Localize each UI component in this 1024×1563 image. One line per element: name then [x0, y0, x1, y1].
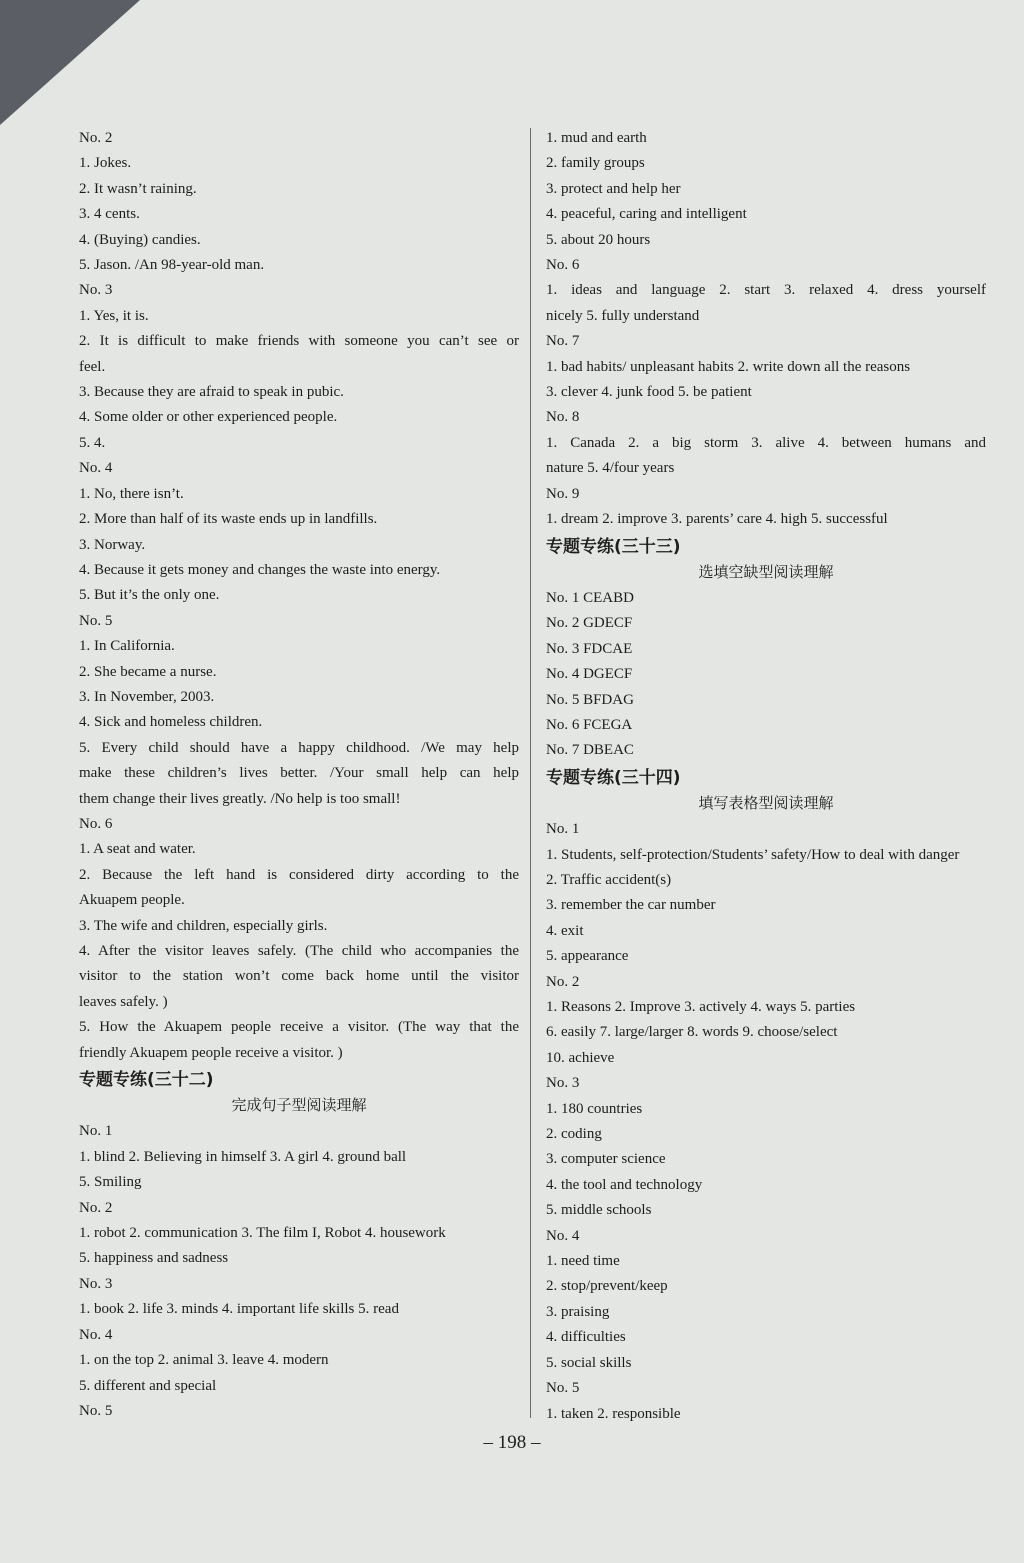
answer-line: Akuapem people.: [79, 892, 185, 909]
answer-line: 2. More than half of its waste ends up in landfills.: [79, 511, 378, 528]
answer-line: No. 3 FDCAE: [546, 640, 633, 657]
answer-line: 5. about 20 hours: [546, 231, 651, 248]
answer-line: No. 5 BFDAG: [546, 691, 634, 708]
answer-line: 5. different and special: [79, 1377, 217, 1394]
answer-line: friendly Akuapem people receive a visitor. ): [79, 1044, 343, 1061]
question-number: No. 3: [79, 282, 113, 299]
answer-line: 3. The wife and children, especially girls.: [79, 917, 328, 934]
scan-corner-shadow: [0, 0, 140, 125]
answer-line: No. 4 DGECF: [546, 666, 633, 683]
answer-line: 1. robot 2. communication 3. The film I, Robot 4. housework: [79, 1225, 446, 1242]
question-number: No. 3: [79, 1275, 113, 1292]
question-number: No. 9: [546, 485, 580, 502]
answer-line: No. 6 FCEGA: [546, 716, 633, 733]
answer-line: make these children’s lives better. /Your small help can help: [79, 765, 519, 782]
answer-line: 2. Because the left hand is considered dirty according to the: [79, 866, 519, 883]
answer-line: 3. 4 cents.: [79, 206, 140, 223]
answer-line: 5. Every child should have a happy childhood. /We may help: [79, 739, 519, 756]
answer-line: 2. It is difficult to make friends with someone you can’t see or: [79, 333, 519, 350]
answer-line: 3. In November, 2003.: [79, 688, 215, 705]
answer-line: 1. A seat and water.: [79, 841, 196, 858]
answer-line: 5. Smiling: [79, 1174, 142, 1191]
section-heading: 专题专练(三十四): [546, 767, 681, 788]
answer-line: 5. But it’s the only one.: [79, 587, 220, 604]
answer-line: 1. No, there isn’t.: [79, 485, 184, 502]
answer-line: 4. After the visitor leaves safely. (The child who accompanies the: [79, 943, 519, 959]
question-number: No. 2: [546, 973, 580, 990]
answer-line: 5. middle schools: [546, 1202, 652, 1219]
answer-line: 3. clever 4. junk food 5. be patient: [546, 384, 752, 401]
left-column: [79, 126, 519, 1424]
answer-line: 3. Norway.: [79, 536, 146, 553]
section-subtitle: 选填空缺型阅读理解: [698, 564, 834, 581]
answer-line: 5. social skills: [546, 1354, 632, 1371]
answer-line: 5. 4.: [79, 434, 106, 451]
question-number: No. 2: [79, 1199, 113, 1216]
answer-line: them change their lives greatly. /No help is too small!: [79, 790, 401, 807]
answer-line: 5. Jason. /An 98-year-old man.: [79, 257, 265, 274]
answer-line: 1. Reasons 2. Improve 3. actively 4. ways 5. parties: [546, 999, 856, 1015]
answer-line: 1. on the top 2. animal 3. leave 4. modern: [79, 1352, 329, 1369]
page-number: – 198 –: [483, 1432, 541, 1453]
answer-line: 4. Because it gets money and changes the waste into energy.: [79, 561, 441, 578]
answer-line: 3. Because they are afraid to speak in pubic.: [79, 384, 344, 401]
answer-line: nature 5. 4/four years: [546, 460, 675, 477]
answer-line: 1. Students, self-protection/Students’ safety/How to deal with danger: [546, 846, 960, 863]
answer-line: 1. Yes, it is.: [79, 307, 149, 324]
answer-line: No. 2 GDECF: [546, 615, 633, 632]
answer-line: 4. (Buying) candies.: [79, 231, 201, 248]
section-subtitle: 完成句子型阅读理解: [231, 1098, 367, 1115]
question-number: No. 8: [546, 409, 580, 426]
answer-line: 3. protect and help her: [546, 180, 681, 197]
answer-line: 1. blind 2. Believing in himself 3. A girl 4. ground ball: [79, 1148, 407, 1165]
question-number: No. 4: [79, 1326, 113, 1343]
answer-line: 1. ideas and language 2. start 3. relaxed 4. dress yourself: [546, 282, 986, 299]
question-number: No. 7: [546, 333, 580, 350]
answer-line: 6. easily 7. large/larger 8. words 9. choose/select: [546, 1024, 838, 1041]
answer-line: 3. computer science: [546, 1151, 666, 1168]
question-number: No. 1: [79, 1123, 113, 1140]
section-heading: 专题专练(三十二): [79, 1070, 214, 1091]
answer-line: 1. Jokes.: [79, 155, 132, 172]
answer-line: 1. 180 countries: [546, 1100, 643, 1117]
answer-line: 4. Sick and homeless children.: [79, 714, 263, 731]
answer-line: 1. In California.: [79, 638, 175, 655]
answer-line: visitor to the station won’t come back home until the visitor: [79, 968, 519, 985]
answer-line: 4. difficulties: [546, 1329, 626, 1346]
question-number: No. 4: [79, 460, 113, 477]
answer-line: 3. praising: [546, 1303, 610, 1320]
question-number: No. 1: [546, 821, 580, 838]
answer-line: 1. mud and earth: [546, 130, 647, 146]
question-number: No. 5: [546, 1380, 580, 1397]
right-column: [546, 126, 986, 1427]
section-heading: 专题专练(三十三): [546, 536, 681, 557]
answer-line: No. 1 CEABD: [546, 589, 634, 606]
answer-line: 1. book 2. life 3. minds 4. important life skills 5. read: [79, 1301, 399, 1318]
answer-line: 2. Traffic accident(s): [546, 871, 672, 888]
answer-line: 2. She became a nurse.: [79, 663, 217, 680]
answer-line: 1. Canada 2. a big storm 3. alive 4. between humans and: [546, 434, 986, 451]
answer-line: 2. family groups: [546, 155, 645, 172]
answer-line: 1. bad habits/ unpleasant habits 2. write down all the reasons: [546, 358, 911, 375]
answer-line: 2. coding: [546, 1126, 602, 1143]
answer-line: leaves safely. ): [79, 993, 168, 1010]
answer-line: 1. taken 2. responsible: [546, 1405, 681, 1422]
question-number: No. 6: [546, 257, 580, 274]
answer-line: 2. It wasn’t raining.: [79, 180, 197, 197]
answer-line: 4. Some older or other experienced people.: [79, 409, 338, 426]
section-subtitle: 填写表格型阅读理解: [698, 795, 834, 812]
answer-line: 2. stop/prevent/keep: [546, 1278, 668, 1295]
question-number: No. 4: [546, 1227, 580, 1244]
question-number: No. 6: [79, 815, 113, 832]
answer-line: nicely 5. fully understand: [546, 307, 700, 324]
question-number: No. 3: [546, 1075, 580, 1092]
answer-line: 3. remember the car number: [546, 897, 716, 914]
answer-line: No. 7 DBEAC: [546, 742, 634, 759]
answer-line: 1. dream 2. improve 3. parents’ care 4. high 5. successful: [546, 511, 888, 528]
answer-line: 4. exit: [546, 922, 584, 939]
answer-line: 5. How the Akuapem people receive a visitor. (The way that the: [79, 1019, 519, 1036]
answer-line: 1. need time: [546, 1253, 620, 1270]
question-number: No. 5: [79, 1402, 113, 1419]
column-divider: [530, 128, 531, 1418]
question-number: No. 5: [79, 612, 113, 629]
answer-line: 10. achieve: [546, 1049, 615, 1066]
answer-line: 4. the tool and technology: [546, 1176, 703, 1193]
answer-line: 5. appearance: [546, 948, 629, 965]
answer-line: 5. happiness and sadness: [79, 1250, 229, 1267]
answer-line: feel.: [79, 358, 106, 375]
question-number: No. 2: [79, 130, 113, 146]
answer-line: 4. peaceful, caring and intelligent: [546, 206, 747, 223]
